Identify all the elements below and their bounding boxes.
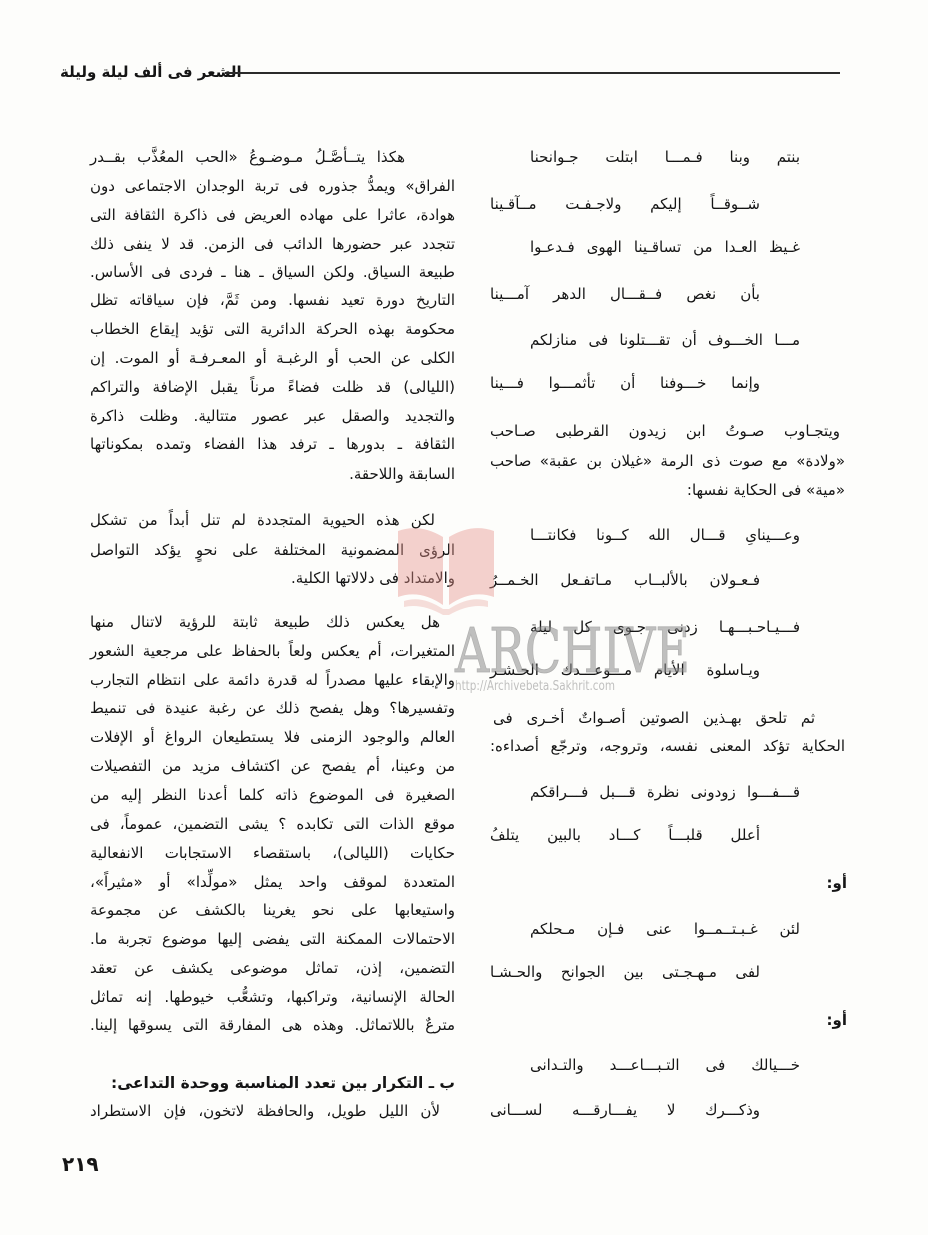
text-line: هوادة، عاثرا على مهاده العريض فى ذاكرة الثقافة التى [90, 206, 455, 224]
text-line: والإبقاء عليها مصدراً له قدرة دائمة على انتظام التجارب [90, 671, 455, 689]
archive-logo-text: ARCHIVE [454, 614, 690, 687]
text-line: واستيعابها على نحو يغرينا بالكشف عن مجموعة [90, 901, 455, 919]
text-line: التضمين، إذن، تماثل موضوعى يكشف عن تعقد [90, 959, 455, 977]
verse-hemistich: أعلل قلبـــاً كـــاد بالبين يتلفُ [490, 826, 760, 844]
text-line: (الليالى) قد ظلت فضاءً مرناً يقبل الإضافة والتراكم [90, 378, 455, 396]
text-line: المتغيرات، أم يعكس ولعاً بالحفاظ على مرجعية الشعور [90, 642, 455, 660]
or-connector: أو: [826, 1011, 847, 1029]
text-line: وتفسيرها؟ وهل يفصح ذلك عن رغبة عنيدة فى تنميط [90, 699, 455, 717]
verse-hemistich: قـــفـــوا زودونى نظرة قـــبل فـــراقكم [530, 783, 800, 801]
text-line: الصغيرة فى الموضوع ذاته كلما أعدنا النظر إليه من [90, 786, 455, 804]
archive-url: http://Archivebeta.Sakhrit.com [455, 679, 615, 694]
running-title: الشعر فى ألف ليلة وليلة [60, 63, 242, 81]
text-line: الفراق» ويمدُّ جذوره فى تربة الوجدان الاجتماعى دون [90, 177, 455, 195]
verse-hemistich: بنتم وبنا فـمـــا ابتلت جـوانحنا [530, 148, 800, 166]
verse-hemistich: ويـاسلوة الأيام مـــوعـــدك الحـشـر [490, 661, 760, 679]
text-line: تتجدد عبر حضورها الدائب فى الزمن. قد لا ينفى ذلك [90, 235, 455, 253]
verse-hemistich: وإنما خـــوفنا أن تأثمـــوا فـــينا [490, 374, 760, 392]
verse-hemistich: غـيظ العـدا من تساقـينا الهوى فـدعـوا [530, 238, 800, 256]
text-line: المتعددة لموقف واحد يمثل «مولِّدا» أو «مثيراً»، [90, 873, 455, 891]
text-line: العالم والوجود الزمنى فلا يستطيعان الرواغ أو الإفلات [90, 728, 455, 746]
text-line: مترعٌ باللاتماثل. وهذه هى المفارقة التى يسوقها إلينا. [90, 1016, 455, 1034]
text-line: الرؤى المضمونية المختلفة على نحوٍ يؤكد التواصل [90, 541, 455, 559]
text-line: لكن هذه الحيوية المتجددة لم تنل أبداً من تشكل [90, 511, 435, 529]
page-number: ٢١٩ [62, 1152, 99, 1176]
header-rule [225, 72, 840, 74]
verse-hemistich: لئن غـبـتــمــوا عنى فـإن مـحلكم [530, 920, 800, 938]
text-line: الحكاية تؤكد المعنى نفسه، وتروجه، وترجّع أصداءه: [490, 737, 845, 755]
verse-hemistich: فـــيـاحـبـــهـا زدنى جـوى كل ليلة [530, 618, 800, 636]
text-line: الثقافة ـ بدورها ـ ترفد هذا الفضاء وتمده بمكوناتها [90, 435, 455, 453]
text-line: محكومة بهذه الحركة الدائرية التى تؤيد إيقاع الخطاب [90, 320, 455, 338]
verse-hemistich: بأن نغص فــقـــال الدهر آمـــينا [490, 285, 760, 303]
section-heading: ب ـ التكرار بين تعدد المناسبة ووحدة التداعى: [111, 1074, 455, 1092]
verse-hemistich: خـــيالك فى التـبـــاعـــد والتـدانى [530, 1056, 800, 1074]
text-line: ثم تلحق بهـذين الصوتين أصـواتٌ أخـرى فى [493, 709, 815, 727]
verse-hemistich: وعـــيناىِ قـــال الله كــونا فكانتـــا [530, 526, 800, 544]
text-line: ويتجـاوب صـوتُ ابن زيدون القرطبى صـاحب [490, 422, 840, 440]
text-line: حكايات (الليالى)، باستقصاء الاستجابات الانفعالية [90, 844, 455, 862]
text-line: هكذا يتــأصَّـلُ مـوضـوعُ «الحب المعُذَّب بقــدر [90, 148, 405, 166]
text-line: الكلى عن الحب أو الرغبـة أو المعـرفـة أو الموت. إن [90, 349, 455, 367]
verse-hemistich: شــوقــاً إليكم ولاجـفـت مــآقـينا [490, 195, 760, 213]
text-line: لأن الليل طويل، والحافظة لاتخون، فإن الاستطراد [90, 1102, 440, 1120]
text-line: السابقة واللاحقة. [349, 465, 455, 483]
text-line: التاريخ دورة تعيد نفسها. ومن ثَمَّ، فإن سياقاته تظل [90, 291, 455, 309]
or-connector: أو: [826, 874, 847, 892]
verse-hemistich: فـعـولان بالألبــاب مـاتفـعل الخـمــرُ [490, 571, 760, 589]
text-line: الاحتمالات الممكنة التى يفضى إليها موضوع تجربة ما. [90, 930, 455, 948]
text-line: والتجديد والصقل عبر عصور متتالية. وظلت ذاكرة [90, 407, 455, 425]
verse-hemistich: لفى مـهـجـتى بين الجوانح والحـشـا [490, 963, 760, 981]
text-line: «مية» فى الحكاية نفسها: [686, 481, 845, 499]
text-line: طبيعة السياق. ولكن السياق ـ هنا ـ فردى فى الأساس. [90, 263, 455, 281]
text-line: «ولادة» مع صوت ذى الرمة «غيلان بن عقبة» صاحب [490, 452, 845, 470]
text-line: والامتداد فى دلالاتها الكلية. [291, 569, 455, 587]
text-line: هل يعكس ذلك طبيعة ثابتة للرؤية لاتنال منها [90, 613, 440, 631]
text-line: من وعينا، أم يفصح عن اكتشاف مزيد من التفصيلات [90, 757, 455, 775]
verse-hemistich: وذكـــرك لا يفـــارقـــه لســـانى [490, 1101, 760, 1119]
text-line: موقع الذات التى تكابده ؟ يشى التضمين، عموماً، فى [90, 815, 455, 833]
text-line: الحالة الإنسانية، وتراكبها، وتشعُّب خيوطها. إنه تماثل [90, 988, 455, 1006]
verse-hemistich: مـــا الخـــوف أن تقـــتلونا فى منازلكم [530, 331, 800, 349]
